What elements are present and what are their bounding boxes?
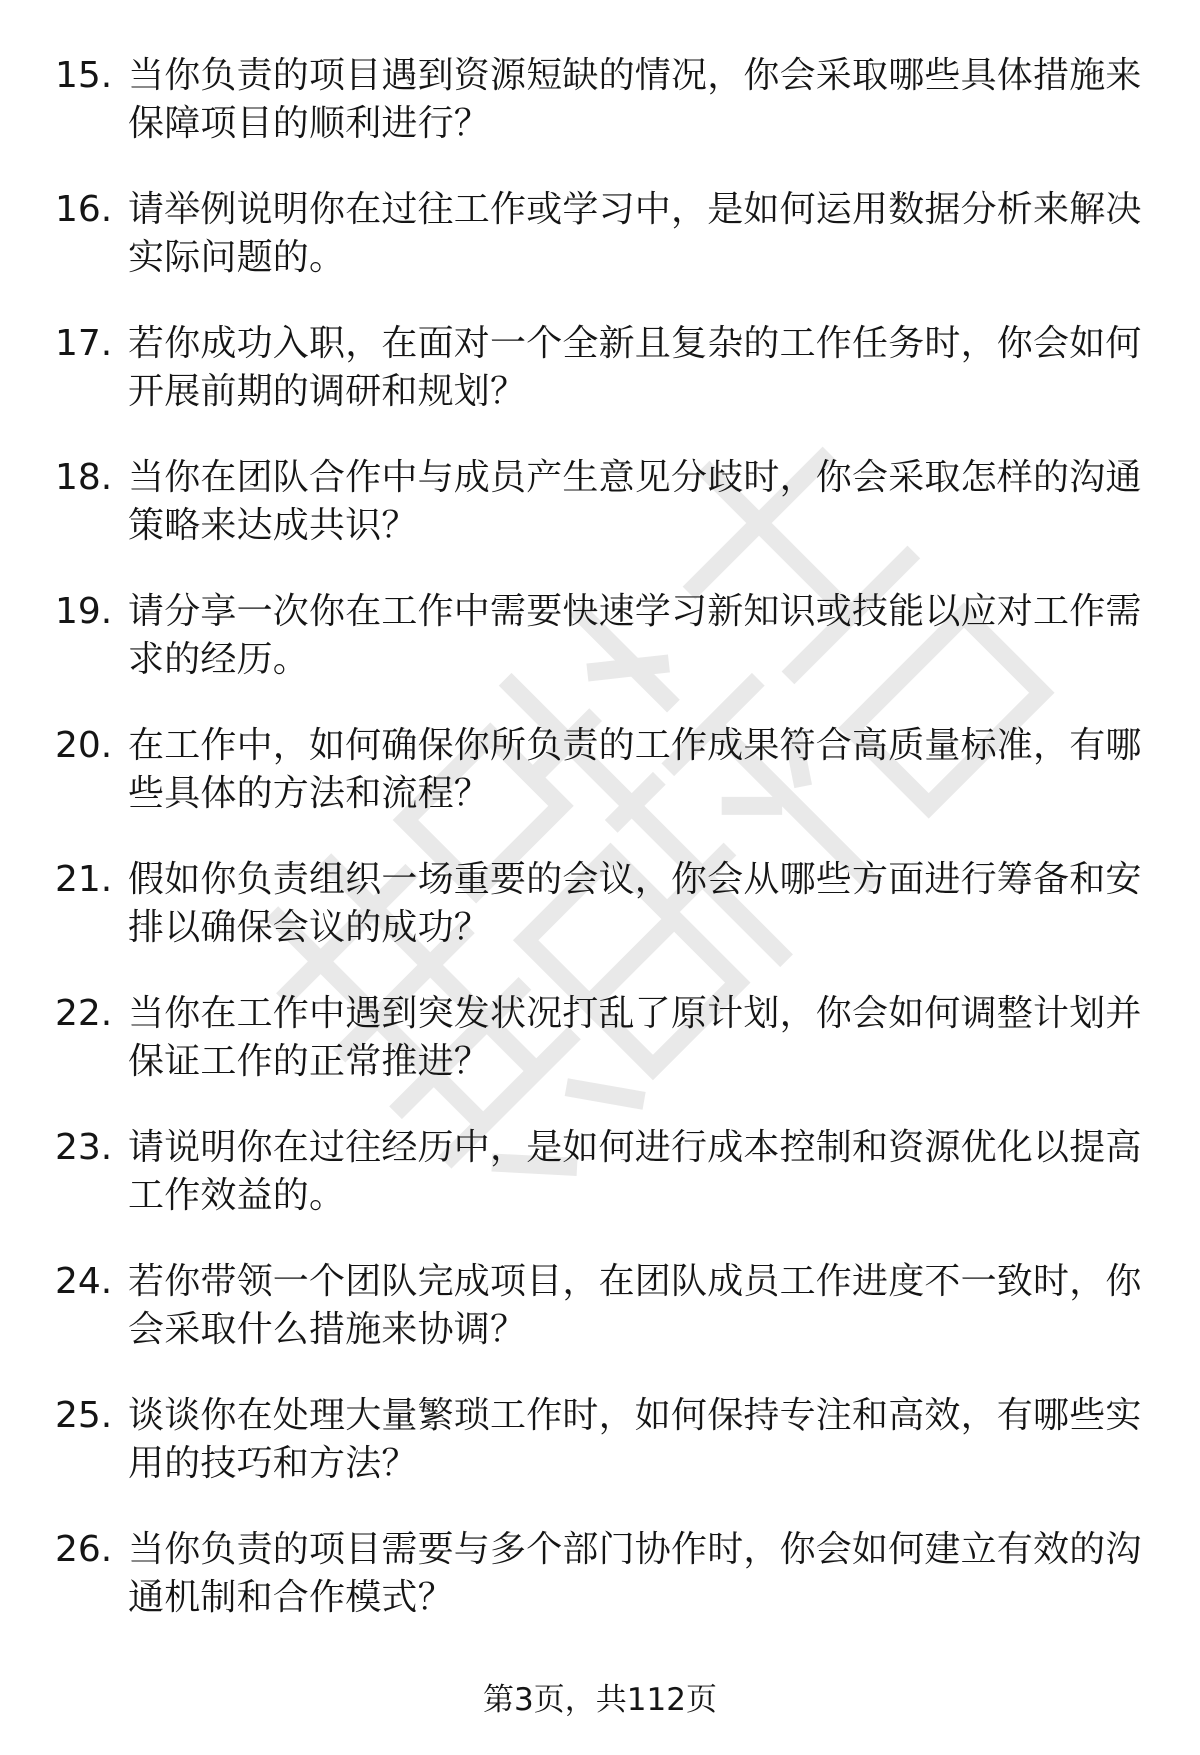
question-item-23 [55, 1116, 1155, 1250]
question-text: 假如你负责组织一场重要的会议，你会从哪些方面进行筹备和安排以确保会议的成功？ [128, 859, 1142, 948]
question-number: 23. [55, 1127, 113, 1168]
question-number: 25. [55, 1395, 113, 1436]
question-text: 当你负责的项目遇到资源短缺的情况，你会采取哪些具体措施来保障项目的顺利进行？ [128, 55, 1142, 144]
question-text: 当你在团队合作中与成员产生意见分歧时，你会采取怎样的沟通策略来达成共识？ [128, 457, 1142, 546]
question-number: 22. [55, 993, 113, 1034]
question-text: 若你成功入职，在面对一个全新且复杂的工作任务时，你会如何开展前期的调研和规划？ [128, 323, 1142, 412]
question-number: 24. [55, 1261, 113, 1302]
question-text: 请说明你在过往经历中，是如何进行成本控制和资源优化以提高工作效益的。 [128, 1127, 1142, 1216]
question-number: 19. [55, 591, 113, 632]
question-number: 18. [55, 457, 113, 498]
question-item-19 [55, 580, 1155, 714]
question-number: 26. [55, 1529, 113, 1570]
question-text: 在工作中，如何确保你所负责的工作成果符合高质量标准，有哪些具体的方法和流程？ [128, 725, 1142, 814]
question-item-16 [55, 178, 1155, 312]
question-number: 15. [55, 55, 113, 96]
question-text: 若你带领一个团队完成项目，在团队成员工作进度不一致时，你会采取什么措施来协调？ [128, 1261, 1142, 1350]
question-item-25 [55, 1384, 1155, 1518]
question-number: 17. [55, 323, 113, 364]
question-item-17 [55, 312, 1155, 446]
question-item-15 [55, 44, 1155, 178]
question-text: 谈谈你在处理大量繁琐工作时，如何保持专注和高效，有哪些实用的技巧和方法？ [128, 1395, 1142, 1484]
question-text: 当你在工作中遇到突发状况打乱了原计划，你会如何调整计划并保证工作的正常推进？ [128, 993, 1142, 1082]
question-list [55, 44, 1155, 1652]
question-number: 20. [55, 725, 113, 766]
question-item-21 [55, 848, 1155, 982]
question-text: 当你负责的项目需要与多个部门协作时，你会如何建立有效的沟通机制和合作模式？ [128, 1529, 1142, 1618]
question-item-22 [55, 982, 1155, 1116]
question-item-18 [55, 446, 1155, 580]
question-item-24 [55, 1250, 1155, 1384]
question-item-20 [55, 714, 1155, 848]
question-item-26 [55, 1518, 1155, 1652]
question-number: 21. [55, 859, 113, 900]
page-footer: 第3页，共112页 [483, 1682, 717, 1718]
question-text: 请举例说明你在过往工作或学习中，是如何运用数据分析来解决实际问题的。 [128, 189, 1142, 278]
question-number: 16. [55, 189, 113, 230]
question-text: 请分享一次你在工作中需要快速学习新知识或技能以应对工作需求的经历。 [128, 591, 1142, 680]
